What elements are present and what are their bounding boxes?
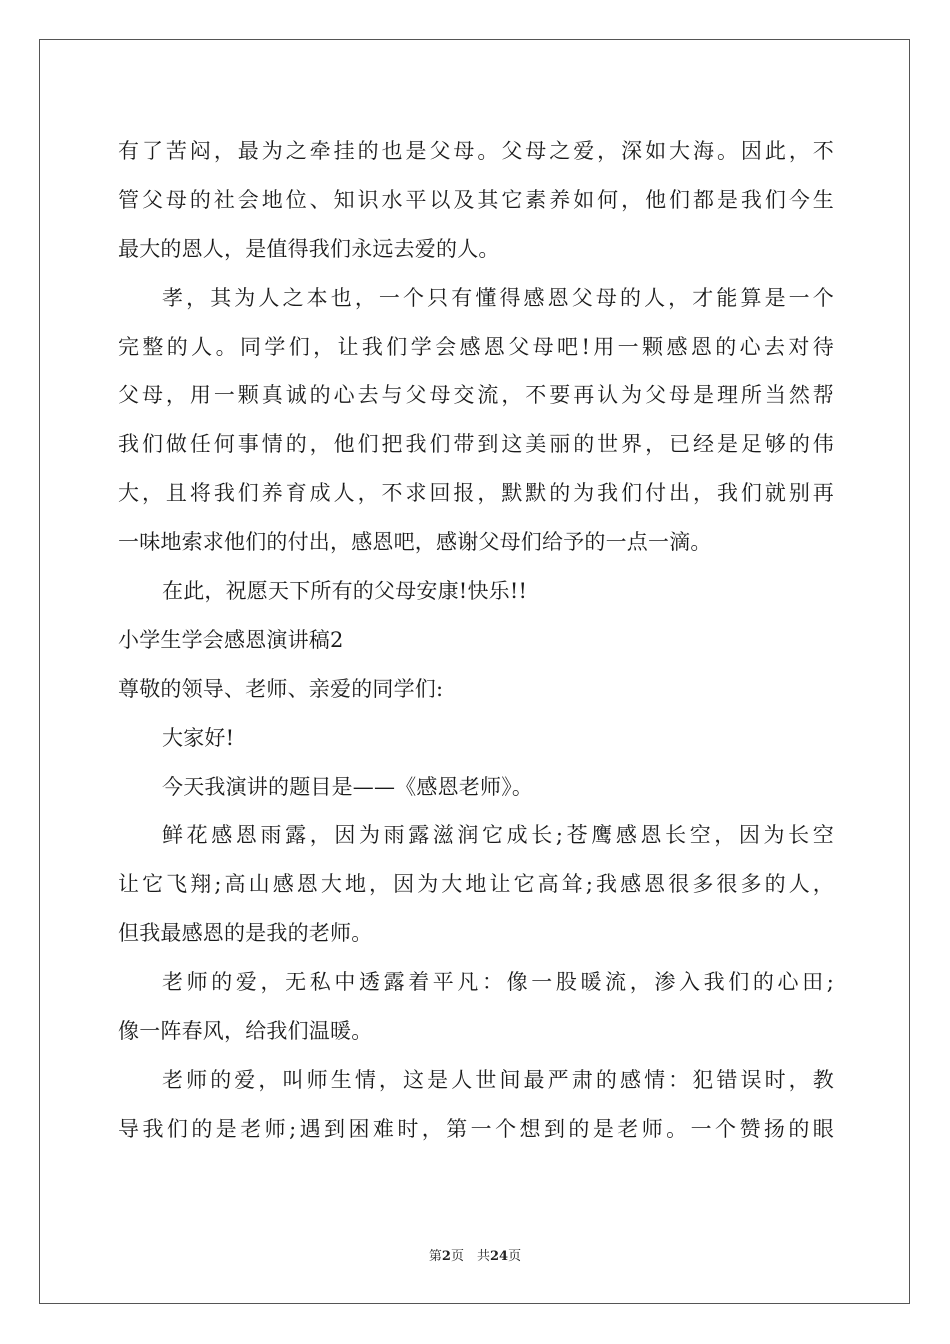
- text-line: 有了苦闷，最为之牵挂的也是父母。父母之爱，深如大海。因此，不: [118, 139, 834, 163]
- total-page-count: 24: [489, 1249, 509, 1264]
- text-line: 鲜花感恩雨露，因为雨露滋润它成长;苍鹰感恩长空，因为长空: [162, 823, 834, 848]
- text-line: 完整的人。同学们，让我们学会感恩父母吧!用一颗感恩的心去对待: [118, 334, 834, 359]
- page-footer: [0, 1245, 950, 1264]
- text-line: 大，且将我们养育成人，不求回报，默默的为我们付出，我们就别再: [118, 481, 834, 506]
- document-body: [118, 127, 834, 1154]
- text-line: 老师的爱，叫师生情，这是人世间最严肃的感情：犯错误时，教: [162, 1067, 834, 1092]
- text-line: 老师的爱，无私中透露着平凡：像一股暖流，渗入我们的心田;: [162, 970, 834, 995]
- footer-middle: 页 共: [450, 1249, 490, 1264]
- text-line: 在此，祝愿天下所有的父母安康!快乐!!: [162, 579, 528, 604]
- text-line: 小学生学会感恩演讲稿2: [118, 627, 344, 652]
- footer-prefix: 第: [428, 1249, 442, 1264]
- text-line: 管父母的社会地位、知识水平以及其它素养如何，他们都是我们今生: [118, 187, 834, 212]
- text-line: 父母，用一颗真诚的心去与父母交流，不要再认为父母是理所当然帮: [118, 383, 834, 408]
- text-line: 导我们的是老师;遇到困难时，第一个想到的是老师。一个赞扬的眼: [118, 1116, 834, 1141]
- text-line: 但我最感恩的是我的老师。: [118, 921, 373, 946]
- text-line: 像一阵春风，给我们温暖。: [118, 1019, 373, 1044]
- text-line: 孝，其为人之本也，一个只有懂得感恩父母的人，才能算是一个: [162, 285, 834, 310]
- footer-suffix: 页: [508, 1249, 522, 1264]
- text-line: 今天我演讲的题目是——《感恩老师》。: [162, 774, 534, 799]
- text-line: 我们做任何事情的，他们把我们带到这美丽的世界，已经是足够的伟: [118, 432, 834, 457]
- text-line: 一味地索求他们的付出，感恩吧，感谢父母们给予的一点一滴。: [118, 530, 712, 555]
- current-page-number: 2: [441, 1249, 451, 1264]
- text-line: 大家好!: [162, 725, 235, 750]
- text-line: 最大的恩人，是值得我们永远去爱的人。: [118, 236, 500, 261]
- text-line: 让它飞翔;高山感恩大地，因为大地让它高耸;我感恩很多很多的人，: [118, 872, 834, 897]
- text-line: 尊敬的领导、老师、亲爱的同学们:: [118, 676, 444, 701]
